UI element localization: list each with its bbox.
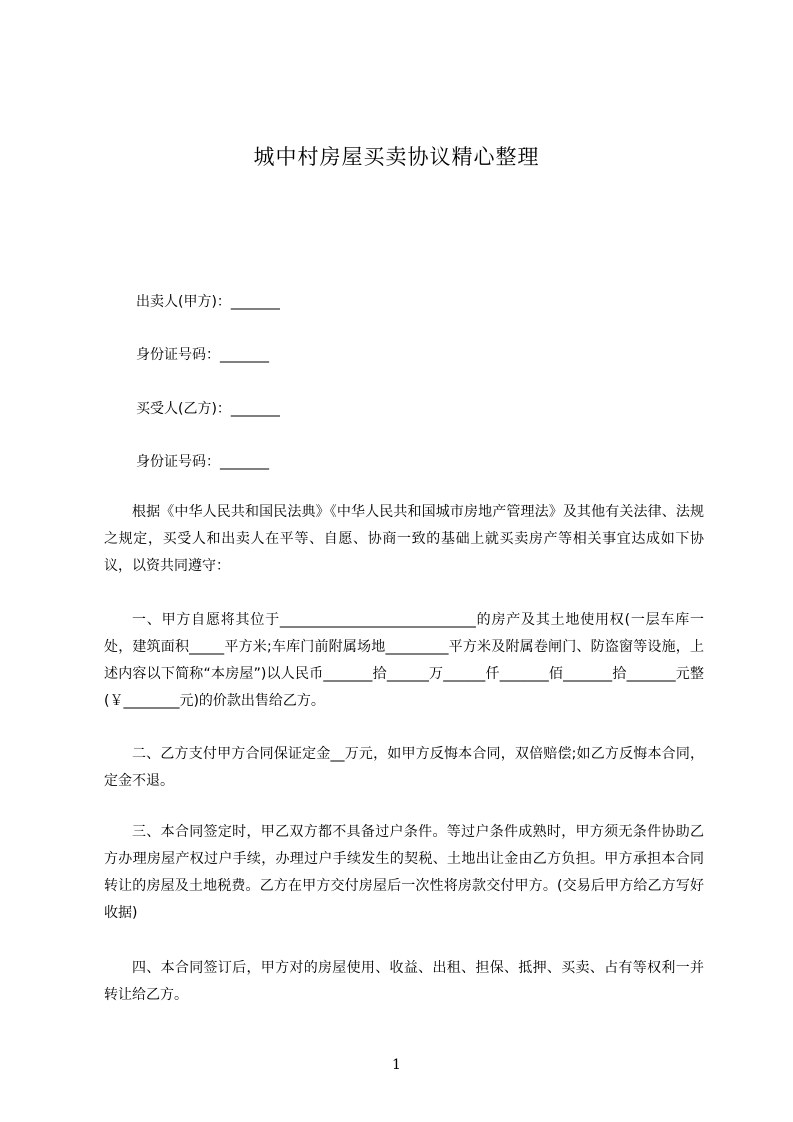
clause-2-paragraph: 二、乙方支付甲方合同保证定金__万元，如甲方反悔本合同，双倍赔偿;如乙方反悔本合同，定金不退。	[104, 746, 704, 789]
buyer-id-field: 身份证号码：_______	[136, 454, 269, 470]
page-number: 1	[392, 1057, 401, 1073]
seller-id-field: 身份证号码：_______	[136, 347, 269, 363]
clause-1-paragraph: 一、甲方自愿将其位于____________________________的房产及其土地使用权(一层车库一处，建筑面积_____平方米;车库门前附属场地_________平方米及附属卷闸门、防盗窗等设施，上述内容以下简称“本房屋”)以人民币_______拾______万______仟_______佰_______拾_______元整(￥________元)的价款出售给乙方。	[104, 612, 704, 709]
seller-name-field: 出卖人(甲方)：_______	[136, 294, 280, 310]
buyer-name-field: 买受人(乙方)：_______	[136, 401, 280, 417]
preamble-paragraph: 根据《中华人民共和国民法典》《中华人民共和国城市房地产管理法》及其他有关法律、法规之规定，买受人和出卖人在平等、自愿、协商一致的基础上就买卖房产等相关事宜达成如下协议，以资共同遵守：	[104, 504, 704, 574]
document-title: 城中村房屋买卖协议精心整理	[253, 145, 540, 169]
clause-3-paragraph: 三、本合同签定时，甲乙双方都不具备过户条件。等过户条件成熟时，甲方须无条件协助乙方办理房屋产权过户手续，办理过户手续发生的契税、土地出让金由乙方负担。甲方承担本合同转让的房屋及土地税费。乙方在甲方交付房屋后一次性将房款交付甲方。(交易后甲方给乙方写好收据)	[104, 824, 704, 921]
clause-4-paragraph: 四、本合同签订后，甲方对的房屋使用、收益、出租、担保、抵押、买卖、占有等权利一并转让给乙方。	[104, 960, 704, 1003]
